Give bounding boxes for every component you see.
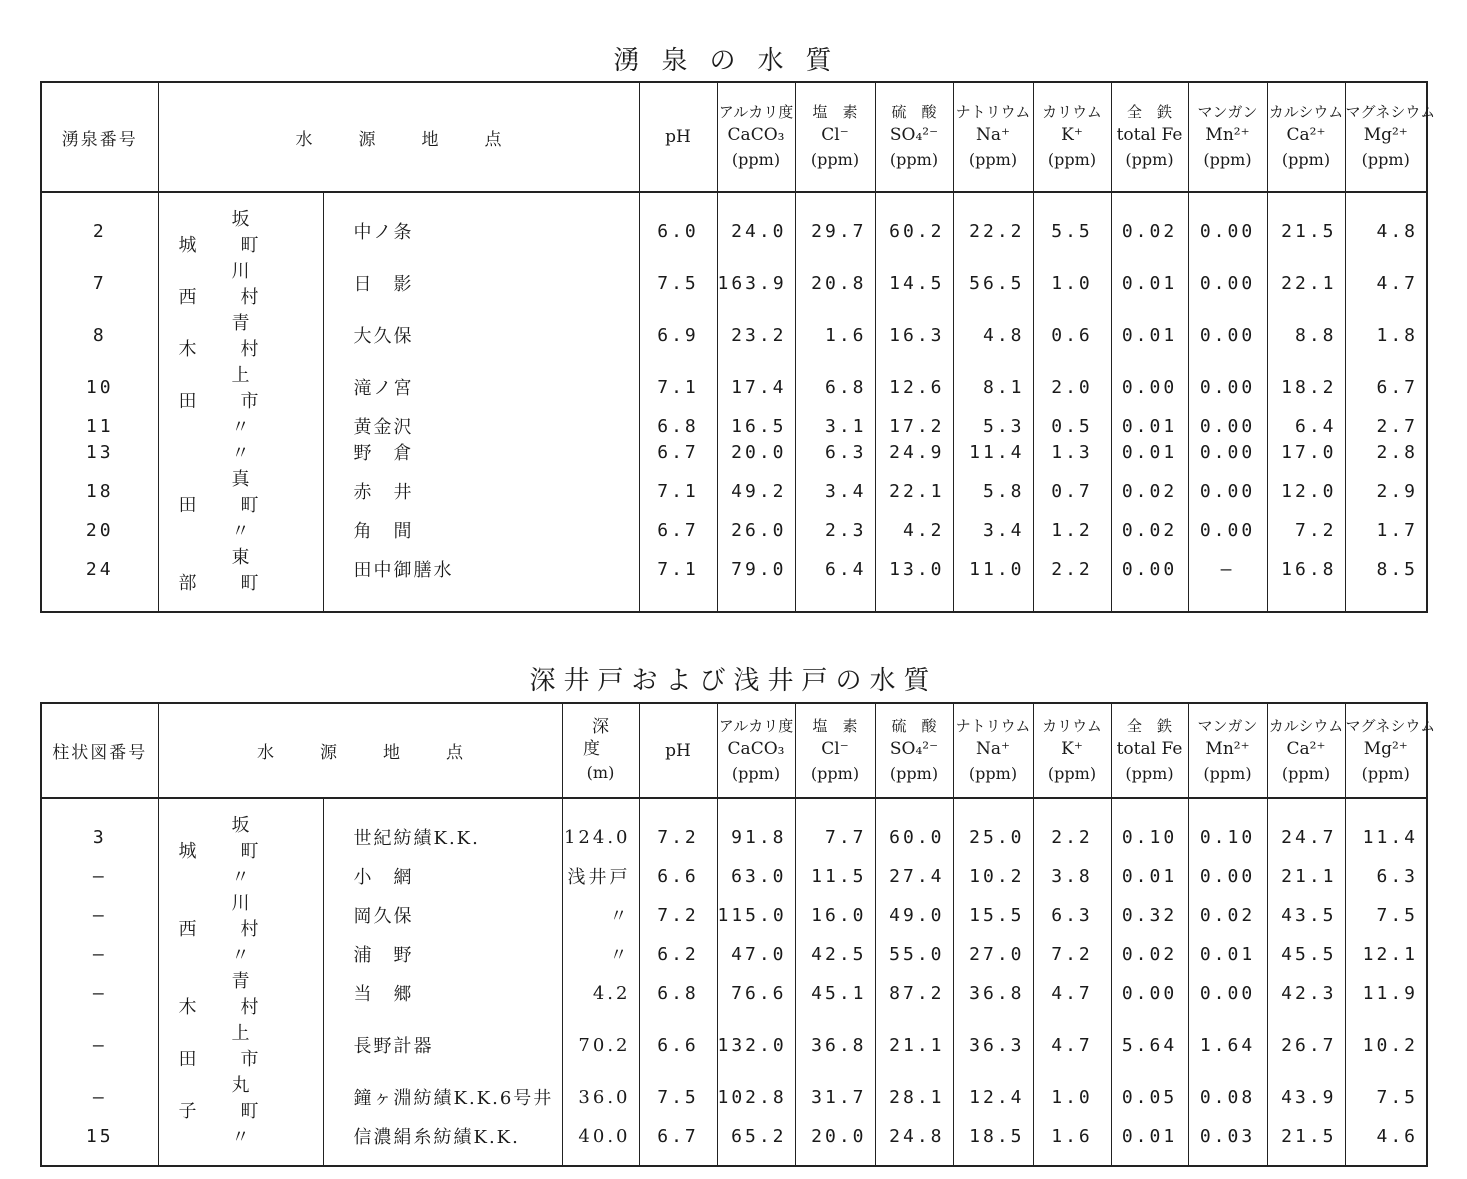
cell-sulfate: 55.0 <box>875 941 953 967</box>
cell-calcium: 7.2 <box>1267 517 1345 543</box>
spacer-row <box>41 1149 1427 1166</box>
cell-chloride: 11.5 <box>795 863 875 889</box>
cell-sulfate: 13.0 <box>875 543 953 595</box>
cell-ph: 6.7 <box>639 1123 717 1149</box>
cell-sulfate: 21.1 <box>875 1019 953 1071</box>
col-header-sodium: ナトリウム Na⁺ (ppm) <box>953 703 1033 798</box>
cell-potassium: 6.3 <box>1033 889 1111 941</box>
col-header-alkalinity: アルカリ度 CaCO₃ (ppm) <box>717 82 795 192</box>
cell-potassium: 2.2 <box>1033 543 1111 595</box>
cell-ph: 7.2 <box>639 811 717 863</box>
cell-calcium: 12.0 <box>1267 465 1345 517</box>
cell-total-iron: 0.00 <box>1111 967 1188 1019</box>
cell-ph: 6.0 <box>639 205 717 257</box>
cell-alkalinity: 24.0 <box>717 205 795 257</box>
cell-total-iron: 0.02 <box>1111 465 1188 517</box>
cell-sodium: 56.5 <box>953 257 1033 309</box>
cell-ph: 6.9 <box>639 309 717 361</box>
cell-manganese: 0.00 <box>1188 465 1267 517</box>
cell-sulfate: 17.2 <box>875 413 953 439</box>
cell-total-iron: 0.01 <box>1111 1123 1188 1149</box>
cell-spring-id: 18 <box>85 480 114 502</box>
cell-boring-log-id: 3 <box>92 826 107 848</box>
cell-place: 大久保 <box>323 309 639 361</box>
cell-place: 鐘ヶ淵紡績K.K.6号井 <box>323 1071 562 1123</box>
cell-magnesium: 12.1 <box>1345 941 1427 967</box>
cell-sulfate: 60.2 <box>875 205 953 257</box>
cell-magnesium: 1.7 <box>1345 517 1427 543</box>
cell-magnesium: 7.5 <box>1345 889 1427 941</box>
col-header-ph: pH <box>639 82 717 192</box>
cell-sulfate: 60.0 <box>875 811 953 863</box>
cell-sulfate: 16.3 <box>875 309 953 361</box>
cell-manganese: 0.00 <box>1188 413 1267 439</box>
cell-alkalinity: 26.0 <box>717 517 795 543</box>
cell-magnesium: 7.5 <box>1345 1071 1427 1123</box>
cell-place: 長野計器 <box>323 1019 562 1071</box>
cell-total-iron: 0.10 <box>1111 811 1188 863</box>
cell-chloride: 2.3 <box>795 517 875 543</box>
cell-chloride: 31.7 <box>795 1071 875 1123</box>
cell-town: 坂城町 <box>158 811 323 863</box>
cell-manganese: 0.10 <box>1188 811 1267 863</box>
table-row <box>41 517 1427 543</box>
cell-calcium: 43.5 <box>1267 889 1345 941</box>
cell-alkalinity: 163.9 <box>717 257 795 309</box>
cell-sulfate: 24.8 <box>875 1123 953 1149</box>
well-water-quality-table <box>40 702 1436 1167</box>
spring-water-quality-table <box>40 81 1436 613</box>
cell-depth: 70.2 <box>562 1019 639 1071</box>
cell-place: 浦 野 <box>323 941 562 967</box>
spring-water-quality-title: 湧泉の水質 <box>613 46 854 76</box>
cell-sodium: 36.8 <box>953 967 1033 1019</box>
col-header-boring-log-id: 柱状図番号 <box>41 703 158 798</box>
cell-depth: 〃 <box>562 941 639 967</box>
cell-sulfate: 14.5 <box>875 257 953 309</box>
cell-boring-log-id: — <box>92 1034 107 1056</box>
cell-potassium: 5.5 <box>1033 205 1111 257</box>
cell-calcium: 42.3 <box>1267 967 1345 1019</box>
cell-place: 野 倉 <box>323 439 639 465</box>
cell-chloride: 20.8 <box>795 257 875 309</box>
cell-potassium: 1.6 <box>1033 1123 1111 1149</box>
cell-potassium: 0.7 <box>1033 465 1111 517</box>
col-header-manganese: マンガン Mn²⁺ (ppm) <box>1188 82 1267 192</box>
cell-alkalinity: 20.0 <box>717 439 795 465</box>
cell-total-iron: 0.01 <box>1111 413 1188 439</box>
cell-alkalinity: 47.0 <box>717 941 795 967</box>
cell-depth: 4.2 <box>562 967 639 1019</box>
cell-sodium: 36.3 <box>953 1019 1033 1071</box>
cell-potassium: 2.0 <box>1033 361 1111 413</box>
cell-manganese: 0.03 <box>1188 1123 1267 1149</box>
cell-potassium: 2.2 <box>1033 811 1111 863</box>
cell-ph: 6.6 <box>639 863 717 889</box>
cell-depth: 浅井戸 <box>562 863 639 889</box>
cell-potassium: 7.2 <box>1033 941 1111 967</box>
cell-calcium: 17.0 <box>1267 439 1345 465</box>
table-row <box>41 811 1427 863</box>
table-row <box>41 543 1427 595</box>
cell-chloride: 29.7 <box>795 205 875 257</box>
cell-town: 〃 <box>158 517 323 543</box>
cell-sulfate: 22.1 <box>875 465 953 517</box>
col-header-sulfate: 硫 酸 SO₄²⁻ (ppm) <box>875 703 953 798</box>
cell-town: 〃 <box>158 863 323 889</box>
cell-magnesium: 10.2 <box>1345 1019 1427 1071</box>
col-header-total-iron: 全 鉄 total Fe (ppm) <box>1111 703 1188 798</box>
cell-calcium: 22.1 <box>1267 257 1345 309</box>
table-row <box>41 889 1427 941</box>
col-header-calcium: カルシウム Ca²⁺ (ppm) <box>1267 82 1345 192</box>
cell-calcium: 16.8 <box>1267 543 1345 595</box>
cell-ph: 7.1 <box>639 465 717 517</box>
cell-alkalinity: 63.0 <box>717 863 795 889</box>
cell-calcium: 21.5 <box>1267 1123 1345 1149</box>
table-row <box>41 205 1427 257</box>
cell-total-iron: 0.01 <box>1111 257 1188 309</box>
cell-chloride: 6.4 <box>795 543 875 595</box>
cell-alkalinity: 102.8 <box>717 1071 795 1123</box>
cell-calcium: 21.5 <box>1267 205 1345 257</box>
cell-calcium: 26.7 <box>1267 1019 1345 1071</box>
cell-magnesium: 4.6 <box>1345 1123 1427 1149</box>
cell-boring-log-id: 15 <box>85 1125 114 1147</box>
cell-depth: 124.0 <box>562 811 639 863</box>
cell-sodium: 8.1 <box>953 361 1033 413</box>
cell-town: 〃 <box>158 1123 323 1149</box>
cell-chloride: 1.6 <box>795 309 875 361</box>
cell-boring-log-id: — <box>92 865 107 887</box>
cell-sodium: 18.5 <box>953 1123 1033 1149</box>
cell-calcium: 18.2 <box>1267 361 1345 413</box>
cell-sulfate: 27.4 <box>875 863 953 889</box>
cell-chloride: 42.5 <box>795 941 875 967</box>
cell-potassium: 1.0 <box>1033 257 1111 309</box>
cell-town: 真田町 <box>158 465 323 517</box>
cell-total-iron: 0.02 <box>1111 941 1188 967</box>
cell-town: 川西村 <box>158 889 323 941</box>
cell-calcium: 8.8 <box>1267 309 1345 361</box>
cell-manganese: 0.00 <box>1188 439 1267 465</box>
cell-town: 〃 <box>158 439 323 465</box>
col-header-depth: 深 度 (m) <box>562 703 639 798</box>
cell-town: 青木村 <box>158 309 323 361</box>
cell-total-iron: 0.02 <box>1111 517 1188 543</box>
cell-ph: 6.7 <box>639 517 717 543</box>
cell-ph: 7.1 <box>639 543 717 595</box>
table-row <box>41 941 1427 967</box>
col-header-sodium: ナトリウム Na⁺ (ppm) <box>953 82 1033 192</box>
col-header-chloride: 塩 素 Cl⁻ (ppm) <box>795 82 875 192</box>
cell-sodium: 15.5 <box>953 889 1033 941</box>
cell-total-iron: 0.01 <box>1111 309 1188 361</box>
cell-potassium: 3.8 <box>1033 863 1111 889</box>
cell-manganese: 0.08 <box>1188 1071 1267 1123</box>
cell-magnesium: 4.7 <box>1345 257 1427 309</box>
cell-magnesium: 2.9 <box>1345 465 1427 517</box>
cell-town: 上田市 <box>158 361 323 413</box>
col-header-alkalinity: アルカリ度 CaCO₃ (ppm) <box>717 703 795 798</box>
cell-chloride: 20.0 <box>795 1123 875 1149</box>
cell-alkalinity: 49.2 <box>717 465 795 517</box>
cell-sulfate: 24.9 <box>875 439 953 465</box>
cell-sodium: 11.4 <box>953 439 1033 465</box>
well-water-quality-title: 深井戸および浅井戸の水質 <box>529 666 938 696</box>
cell-town: 〃 <box>158 941 323 967</box>
cell-place: 赤 井 <box>323 465 639 517</box>
col-header-potassium: カリウム K⁺ (ppm) <box>1033 82 1111 192</box>
col-header-total-iron: 全 鉄 total Fe (ppm) <box>1111 82 1188 192</box>
cell-alkalinity: 17.4 <box>717 361 795 413</box>
cell-place: 田中御膳水 <box>323 543 639 595</box>
cell-depth: 〃 <box>562 889 639 941</box>
cell-ph: 6.7 <box>639 439 717 465</box>
cell-potassium: 1.2 <box>1033 517 1111 543</box>
cell-chloride: 3.1 <box>795 413 875 439</box>
cell-total-iron: 0.01 <box>1111 863 1188 889</box>
cell-spring-id: 10 <box>85 376 114 398</box>
table-row <box>41 257 1427 309</box>
col-header-manganese: マンガン Mn²⁺ (ppm) <box>1188 703 1267 798</box>
cell-ph: 6.6 <box>639 1019 717 1071</box>
cell-town: 川西村 <box>158 257 323 309</box>
cell-chloride: 36.8 <box>795 1019 875 1071</box>
cell-sulfate: 4.2 <box>875 517 953 543</box>
cell-sodium: 5.8 <box>953 465 1033 517</box>
cell-place: 岡久保 <box>323 889 562 941</box>
cell-town: 〃 <box>158 413 323 439</box>
table-row <box>41 361 1427 413</box>
cell-manganese: 0.00 <box>1188 967 1267 1019</box>
cell-town: 坂城町 <box>158 205 323 257</box>
cell-sodium: 11.0 <box>953 543 1033 595</box>
cell-chloride: 45.1 <box>795 967 875 1019</box>
cell-manganese: — <box>1188 543 1267 595</box>
cell-manganese: 0.00 <box>1188 863 1267 889</box>
cell-magnesium: 6.3 <box>1345 863 1427 889</box>
spacer-row <box>41 595 1427 612</box>
cell-place: 角 間 <box>323 517 639 543</box>
cell-depth: 36.0 <box>562 1071 639 1123</box>
cell-sodium: 12.4 <box>953 1071 1033 1123</box>
spacer-row <box>41 192 1427 205</box>
cell-ph: 7.5 <box>639 257 717 309</box>
cell-potassium: 1.0 <box>1033 1071 1111 1123</box>
cell-total-iron: 0.02 <box>1111 205 1188 257</box>
cell-potassium: 4.7 <box>1033 967 1111 1019</box>
cell-place: 世紀紡績K.K. <box>323 811 562 863</box>
cell-spring-id: 20 <box>85 519 114 541</box>
cell-calcium: 45.5 <box>1267 941 1345 967</box>
cell-chloride: 6.8 <box>795 361 875 413</box>
cell-chloride: 3.4 <box>795 465 875 517</box>
cell-spring-id: 24 <box>85 558 114 580</box>
col-header-ph: pH <box>639 703 717 798</box>
cell-ph: 6.8 <box>639 967 717 1019</box>
cell-spring-id: 2 <box>92 220 107 242</box>
cell-sodium: 4.8 <box>953 309 1033 361</box>
cell-boring-log-id: — <box>92 904 107 926</box>
cell-manganese: 0.00 <box>1188 309 1267 361</box>
cell-magnesium: 4.8 <box>1345 205 1427 257</box>
table-row <box>41 465 1427 517</box>
cell-manganese: 0.00 <box>1188 517 1267 543</box>
cell-manganese: 0.00 <box>1188 361 1267 413</box>
table-row <box>41 1019 1427 1071</box>
cell-total-iron: 0.00 <box>1111 543 1188 595</box>
col-header-calcium: カルシウム Ca²⁺ (ppm) <box>1267 703 1345 798</box>
cell-magnesium: 8.5 <box>1345 543 1427 595</box>
table-row <box>41 309 1427 361</box>
cell-manganese: 0.00 <box>1188 205 1267 257</box>
cell-sodium: 22.2 <box>953 205 1033 257</box>
cell-boring-log-id: — <box>92 982 107 1004</box>
cell-sulfate: 12.6 <box>875 361 953 413</box>
cell-place: 小 網 <box>323 863 562 889</box>
col-header-magnesium: マグネシウム Mg²⁺ (ppm) <box>1345 703 1427 798</box>
cell-calcium: 43.9 <box>1267 1071 1345 1123</box>
col-header-chloride: 塩 素 Cl⁻ (ppm) <box>795 703 875 798</box>
cell-sodium: 5.3 <box>953 413 1033 439</box>
cell-alkalinity: 91.8 <box>717 811 795 863</box>
cell-sulfate: 28.1 <box>875 1071 953 1123</box>
table-row <box>41 1071 1427 1123</box>
col-header-source-location: 水源地点 <box>158 703 562 798</box>
cell-town: 青木村 <box>158 967 323 1019</box>
cell-alkalinity: 132.0 <box>717 1019 795 1071</box>
col-header-sulfate: 硫 酸 SO₄²⁻ (ppm) <box>875 82 953 192</box>
cell-total-iron: 0.32 <box>1111 889 1188 941</box>
cell-manganese: 0.00 <box>1188 257 1267 309</box>
cell-magnesium: 6.7 <box>1345 361 1427 413</box>
table-row <box>41 1123 1427 1149</box>
cell-total-iron: 0.00 <box>1111 361 1188 413</box>
col-header-spring-id: 湧泉番号 <box>41 82 158 192</box>
table-row <box>41 413 1427 439</box>
cell-ph: 7.5 <box>639 1071 717 1123</box>
cell-chloride: 16.0 <box>795 889 875 941</box>
cell-depth: 40.0 <box>562 1123 639 1149</box>
cell-place: 滝ノ宮 <box>323 361 639 413</box>
cell-town: 丸子町 <box>158 1071 323 1123</box>
cell-magnesium: 11.9 <box>1345 967 1427 1019</box>
cell-calcium: 21.1 <box>1267 863 1345 889</box>
cell-sodium: 25.0 <box>953 811 1033 863</box>
cell-calcium: 24.7 <box>1267 811 1345 863</box>
cell-alkalinity: 16.5 <box>717 413 795 439</box>
cell-sodium: 10.2 <box>953 863 1033 889</box>
cell-alkalinity: 65.2 <box>717 1123 795 1149</box>
col-header-potassium: カリウム K⁺ (ppm) <box>1033 703 1111 798</box>
col-header-magnesium: マグネシウム Mg²⁺ (ppm) <box>1345 82 1427 192</box>
cell-ph: 6.2 <box>639 941 717 967</box>
cell-spring-id: 11 <box>85 415 114 437</box>
cell-potassium: 1.3 <box>1033 439 1111 465</box>
cell-manganese: 0.02 <box>1188 889 1267 941</box>
cell-spring-id: 8 <box>92 324 107 346</box>
cell-chloride: 6.3 <box>795 439 875 465</box>
cell-town: 東部町 <box>158 543 323 595</box>
cell-ph: 7.1 <box>639 361 717 413</box>
cell-place: 黄金沢 <box>323 413 639 439</box>
cell-magnesium: 11.4 <box>1345 811 1427 863</box>
table-row <box>41 439 1427 465</box>
cell-alkalinity: 79.0 <box>717 543 795 595</box>
cell-manganese: 1.64 <box>1188 1019 1267 1071</box>
cell-boring-log-id: — <box>92 1086 107 1108</box>
cell-alkalinity: 76.6 <box>717 967 795 1019</box>
cell-potassium: 4.7 <box>1033 1019 1111 1071</box>
cell-chloride: 7.7 <box>795 811 875 863</box>
cell-alkalinity: 115.0 <box>717 889 795 941</box>
cell-ph: 6.8 <box>639 413 717 439</box>
table-row <box>41 863 1427 889</box>
cell-town: 上田市 <box>158 1019 323 1071</box>
cell-total-iron: 5.64 <box>1111 1019 1188 1071</box>
spacer-row <box>41 798 1427 811</box>
cell-alkalinity: 23.2 <box>717 309 795 361</box>
cell-place: 日 影 <box>323 257 639 309</box>
cell-sulfate: 49.0 <box>875 889 953 941</box>
cell-calcium: 6.4 <box>1267 413 1345 439</box>
cell-place: 当 郷 <box>323 967 562 1019</box>
cell-place: 信濃絹糸紡績K.K. <box>323 1123 562 1149</box>
cell-potassium: 0.5 <box>1033 413 1111 439</box>
cell-sulfate: 87.2 <box>875 967 953 1019</box>
cell-spring-id: 7 <box>92 272 107 294</box>
cell-manganese: 0.01 <box>1188 941 1267 967</box>
cell-spring-id: 13 <box>85 441 114 463</box>
cell-sodium: 27.0 <box>953 941 1033 967</box>
cell-ph: 7.2 <box>639 889 717 941</box>
cell-sodium: 3.4 <box>953 517 1033 543</box>
cell-total-iron: 0.01 <box>1111 439 1188 465</box>
cell-total-iron: 0.05 <box>1111 1071 1188 1123</box>
cell-magnesium: 2.8 <box>1345 439 1427 465</box>
col-header-source-location: 水源地点 <box>158 82 639 192</box>
cell-boring-log-id: — <box>92 943 107 965</box>
cell-place: 中ノ条 <box>323 205 639 257</box>
table-row <box>41 967 1427 1019</box>
cell-potassium: 0.6 <box>1033 309 1111 361</box>
cell-magnesium: 2.7 <box>1345 413 1427 439</box>
cell-magnesium: 1.8 <box>1345 309 1427 361</box>
